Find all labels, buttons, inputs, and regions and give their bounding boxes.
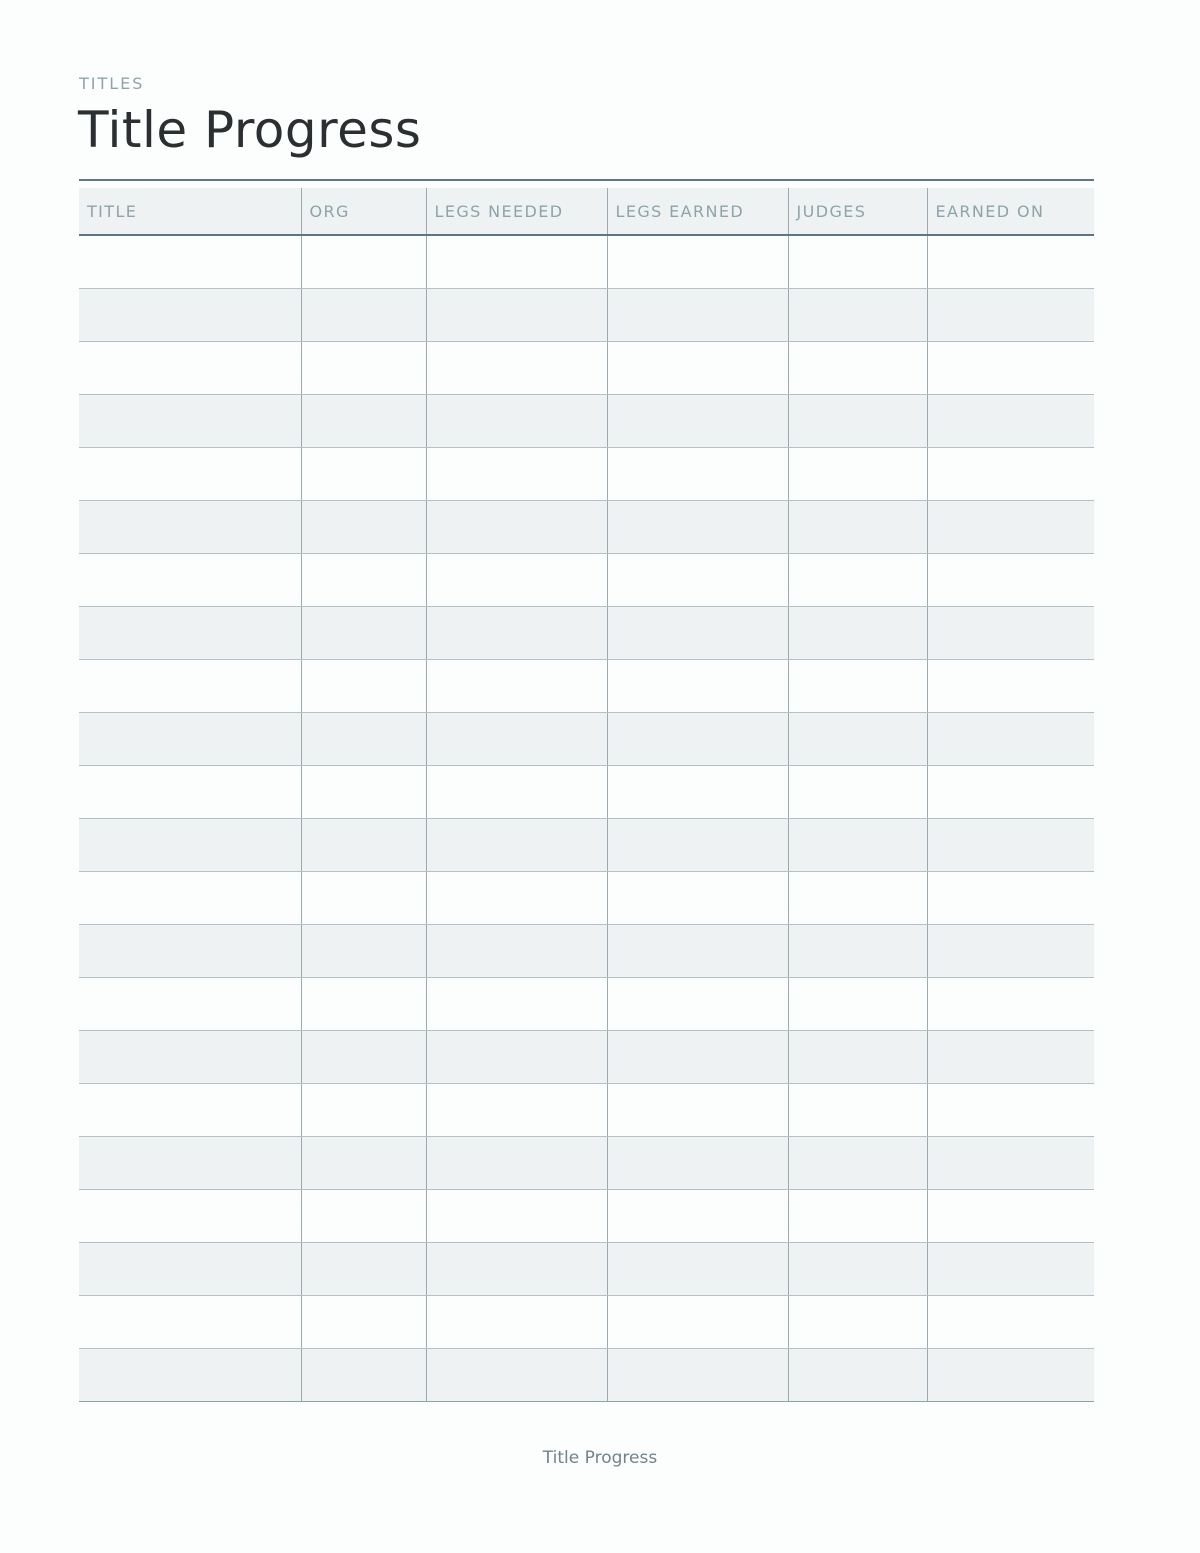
cell-earned-on[interactable] [927,660,1094,713]
cell-legs-needed[interactable] [426,501,607,554]
cell-judges[interactable] [788,925,927,978]
cell-judges[interactable] [788,1031,927,1084]
table-row [79,819,1094,872]
cell-judges[interactable] [788,660,927,713]
cell-org[interactable] [301,766,426,819]
cell-earned-on[interactable] [927,925,1094,978]
cell-title[interactable] [79,819,301,872]
table-row [79,978,1094,1031]
cell-judges[interactable] [788,1084,927,1137]
cell-judges[interactable] [788,1243,927,1296]
page-footer: Title Progress [542,1448,658,1468]
cell-judges[interactable] [788,448,927,501]
cell-legs-needed[interactable] [426,660,607,713]
cell-title[interactable] [79,554,301,607]
column-header-earned-on: EARNED ON [927,188,1094,235]
table-body [79,235,1094,1402]
cell-legs-needed[interactable] [426,289,607,342]
cell-org[interactable] [301,1031,426,1084]
cell-judges[interactable] [788,395,927,448]
cell-legs-earned[interactable] [607,819,788,872]
cell-earned-on[interactable] [927,713,1094,766]
title-progress-table-container [79,188,1094,1402]
cell-earned-on[interactable] [927,819,1094,872]
cell-org[interactable] [301,289,426,342]
column-header-title: TITLE [79,188,301,235]
cell-org[interactable] [301,1243,426,1296]
cell-org[interactable] [301,554,426,607]
table-row [79,660,1094,713]
cell-title[interactable] [79,395,301,448]
cell-org[interactable] [301,1349,426,1402]
table-row [79,1349,1094,1402]
table-row [79,925,1094,978]
cell-org[interactable] [301,819,426,872]
table-row [79,713,1094,766]
cell-legs-needed[interactable] [426,872,607,925]
cell-legs-earned[interactable] [607,766,788,819]
cell-title[interactable] [79,235,301,289]
section-eyebrow: TITLES [79,74,145,93]
cell-org[interactable] [301,1296,426,1349]
cell-org[interactable] [301,1137,426,1190]
cell-org[interactable] [301,235,426,289]
cell-legs-earned[interactable] [607,554,788,607]
table-row [79,766,1094,819]
cell-legs-needed[interactable] [426,1349,607,1402]
cell-title[interactable] [79,1031,301,1084]
cell-legs-earned[interactable] [607,607,788,660]
cell-org[interactable] [301,448,426,501]
cell-org[interactable] [301,713,426,766]
cell-org[interactable] [301,1084,426,1137]
table-row [79,1243,1094,1296]
cell-legs-needed[interactable] [426,1031,607,1084]
cell-judges[interactable] [788,713,927,766]
cell-title[interactable] [79,978,301,1031]
cell-legs-earned[interactable] [607,978,788,1031]
cell-legs-needed[interactable] [426,819,607,872]
cell-earned-on[interactable] [927,607,1094,660]
column-header-legs-earned: LEGS EARNED [607,188,788,235]
cell-legs-needed[interactable] [426,554,607,607]
cell-earned-on[interactable] [927,1349,1094,1402]
cell-org[interactable] [301,501,426,554]
cell-judges[interactable] [788,766,927,819]
cell-earned-on[interactable] [927,766,1094,819]
title-progress-table [79,188,1094,1402]
table-row [79,448,1094,501]
cell-legs-earned[interactable] [607,1243,788,1296]
page-title: Title Progress [78,101,422,159]
cell-legs-earned[interactable] [607,660,788,713]
cell-judges[interactable] [788,1137,927,1190]
cell-earned-on[interactable] [927,978,1094,1031]
cell-legs-earned[interactable] [607,925,788,978]
cell-org[interactable] [301,607,426,660]
cell-org[interactable] [301,660,426,713]
cell-title[interactable] [79,872,301,925]
cell-legs-earned[interactable] [607,1296,788,1349]
cell-judges[interactable] [788,1349,927,1402]
cell-legs-earned[interactable] [607,448,788,501]
cell-legs-needed[interactable] [426,1137,607,1190]
cell-title[interactable] [79,1084,301,1137]
cell-title[interactable] [79,1137,301,1190]
table-row [79,1084,1094,1137]
cell-judges[interactable] [788,501,927,554]
table-row [79,235,1094,289]
cell-earned-on[interactable] [927,289,1094,342]
cell-earned-on[interactable] [927,1137,1094,1190]
table-row [79,607,1094,660]
cell-legs-needed[interactable] [426,448,607,501]
cell-earned-on[interactable] [927,1296,1094,1349]
cell-legs-earned[interactable] [607,1349,788,1402]
cell-legs-earned[interactable] [607,713,788,766]
cell-title[interactable] [79,766,301,819]
column-header-legs-needed: LEGS NEEDED [426,188,607,235]
cell-legs-earned[interactable] [607,1190,788,1243]
cell-legs-needed[interactable] [426,235,607,289]
cell-title[interactable] [79,448,301,501]
cell-judges[interactable] [788,819,927,872]
cell-legs-needed[interactable] [426,1084,607,1137]
cell-legs-earned[interactable] [607,395,788,448]
cell-legs-needed[interactable] [426,766,607,819]
cell-judges[interactable] [788,872,927,925]
cell-earned-on[interactable] [927,501,1094,554]
cell-legs-earned[interactable] [607,872,788,925]
cell-earned-on[interactable] [927,395,1094,448]
table-row [79,289,1094,342]
cell-legs-earned[interactable] [607,1137,788,1190]
cell-judges[interactable] [788,978,927,1031]
cell-legs-needed[interactable] [426,342,607,395]
cell-judges[interactable] [788,554,927,607]
table-row [79,395,1094,448]
table-row [79,1296,1094,1349]
cell-earned-on[interactable] [927,1084,1094,1137]
cell-legs-needed[interactable] [426,1296,607,1349]
cell-earned-on[interactable] [927,342,1094,395]
column-header-org: ORG [301,188,426,235]
cell-org[interactable] [301,395,426,448]
table-row [79,342,1094,395]
cell-earned-on[interactable] [927,554,1094,607]
cell-legs-needed[interactable] [426,607,607,660]
cell-legs-earned[interactable] [607,501,788,554]
cell-earned-on[interactable] [927,872,1094,925]
cell-legs-earned[interactable] [607,235,788,289]
table-row [79,1031,1094,1084]
cell-judges[interactable] [788,1190,927,1243]
cell-title[interactable] [79,925,301,978]
cell-title[interactable] [79,1243,301,1296]
cell-title[interactable] [79,660,301,713]
cell-legs-earned[interactable] [607,1031,788,1084]
cell-judges[interactable] [788,607,927,660]
table-row [79,501,1094,554]
table-header-row [79,188,1094,235]
cell-title[interactable] [79,1296,301,1349]
cell-legs-earned[interactable] [607,342,788,395]
cell-earned-on[interactable] [927,235,1094,289]
cell-judges[interactable] [788,289,927,342]
cell-legs-needed[interactable] [426,713,607,766]
column-header-judges: JUDGES [788,188,927,235]
cell-legs-needed[interactable] [426,1190,607,1243]
cell-title[interactable] [79,289,301,342]
cell-legs-needed[interactable] [426,978,607,1031]
cell-title[interactable] [79,1190,301,1243]
cell-legs-needed[interactable] [426,925,607,978]
cell-judges[interactable] [788,1296,927,1349]
cell-org[interactable] [301,925,426,978]
table-row [79,554,1094,607]
cell-org[interactable] [301,342,426,395]
cell-title[interactable] [79,713,301,766]
cell-org[interactable] [301,978,426,1031]
cell-title[interactable] [79,1349,301,1402]
cell-org[interactable] [301,872,426,925]
table-row [79,1190,1094,1243]
header-rule [79,179,1094,181]
cell-earned-on[interactable] [927,448,1094,501]
cell-earned-on[interactable] [927,1190,1094,1243]
cell-title[interactable] [79,501,301,554]
table-row [79,872,1094,925]
cell-earned-on[interactable] [927,1031,1094,1084]
table-row [79,1137,1094,1190]
cell-legs-needed[interactable] [426,395,607,448]
cell-judges[interactable] [788,342,927,395]
cell-title[interactable] [79,607,301,660]
cell-judges[interactable] [788,235,927,289]
cell-legs-earned[interactable] [607,1084,788,1137]
cell-legs-earned[interactable] [607,289,788,342]
cell-legs-needed[interactable] [426,1243,607,1296]
cell-org[interactable] [301,1190,426,1243]
cell-earned-on[interactable] [927,1243,1094,1296]
cell-title[interactable] [79,342,301,395]
